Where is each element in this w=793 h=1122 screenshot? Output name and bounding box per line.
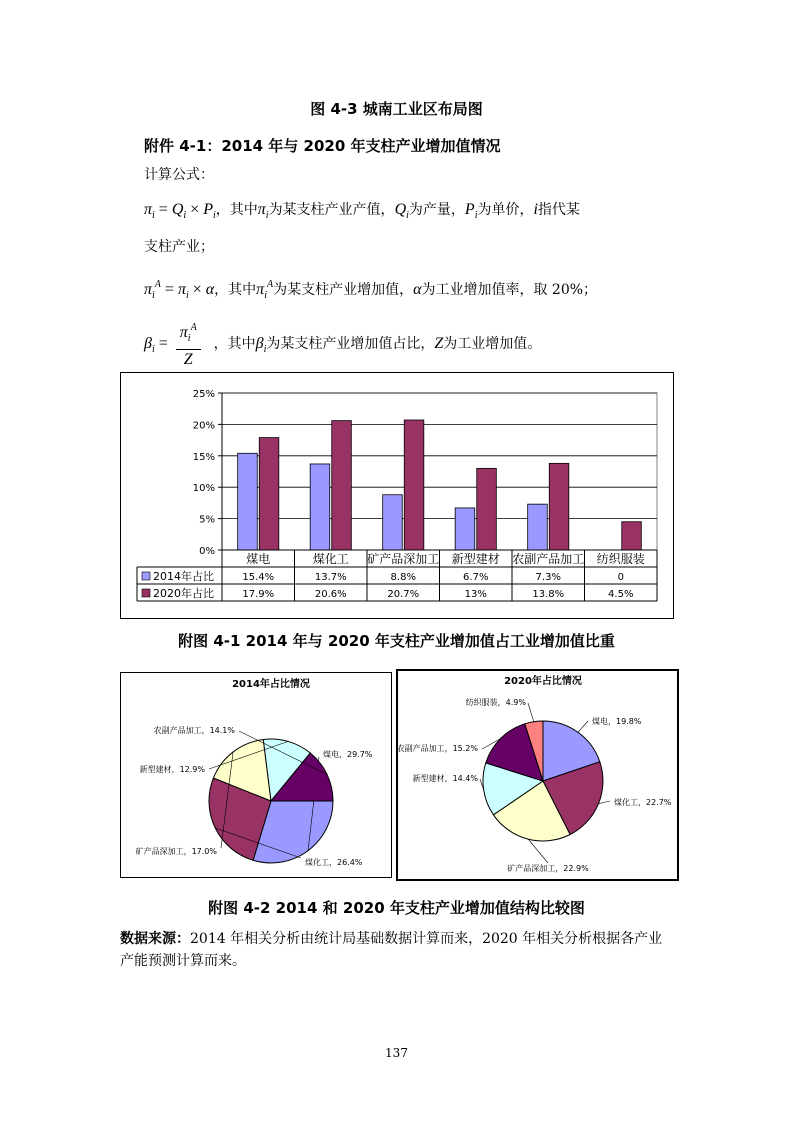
pie-chart-2014-frame xyxy=(120,672,392,878)
formula-intro: 计算公式： xyxy=(144,167,214,183)
bar-2014-3 xyxy=(455,508,475,550)
pie-title: 2020年占比情况 xyxy=(504,676,582,687)
pie-label: 新型建材，14.4% xyxy=(412,774,478,783)
category-label: 煤化工 xyxy=(312,552,349,566)
table-value: 13% xyxy=(464,589,487,600)
formula-1: $\pi_i = Q_i \times P_i$，其中$\pi_i$为某支柱产业产值，$Q_i$为产量，$P_i$为单价，i指代某 xyxy=(144,201,580,221)
legend-swatch-0 xyxy=(142,572,150,580)
legend-swatch-1 xyxy=(142,589,150,597)
caption-pie-charts: 附图 4-2 2014 和 2020 年支柱产业增加值结构比较图 xyxy=(208,899,585,917)
pie-label: 煤化工，26.4% xyxy=(305,858,363,867)
bar-2014-4 xyxy=(528,504,548,550)
bar-2020-3 xyxy=(477,468,497,550)
pie-chart-2020 xyxy=(398,671,677,879)
table-value: 0 xyxy=(617,572,624,583)
pie-label: 煤电，29.7% xyxy=(323,750,373,759)
pie-label: 煤化工，22.7% xyxy=(614,798,672,807)
bar-2014-1 xyxy=(310,464,330,550)
bar-2020-5 xyxy=(622,522,642,550)
y-tick-label: 10% xyxy=(192,483,215,495)
pie-label: 煤电，19.8% xyxy=(592,717,642,726)
figure-title: 图 4-3 城南工业区布局图 xyxy=(310,100,483,118)
y-tick-label: 15% xyxy=(192,451,215,463)
category-label: 煤电 xyxy=(246,552,271,566)
formula-1-line2: 支柱产业； xyxy=(144,239,214,255)
table-value: 20.6% xyxy=(314,589,347,600)
y-tick-label: 5% xyxy=(199,514,215,526)
table-value: 4.5% xyxy=(608,589,634,600)
leader-line xyxy=(528,703,534,722)
table-value: 15.4% xyxy=(242,572,275,583)
pie-title: 2014年占比情况 xyxy=(232,679,310,690)
data-source-text: 2014 年相关分析由统计局基础数据计算而来，2020 年相关分析根据各产业产能预测计算而来。 xyxy=(120,931,663,969)
bar-2014-0 xyxy=(238,453,258,550)
bar-2020-2 xyxy=(404,420,424,550)
plot-area xyxy=(222,393,657,550)
pie-label: 农副产品加工，15.2% xyxy=(398,744,478,753)
legend-label: 2014年占比 xyxy=(153,570,214,583)
formula-2: $\pi_i^A = \pi_i \times \alpha$，其中$\pi_i^A$为某支柱产业增加值，α为工业增加值率，取 20%； xyxy=(144,279,598,301)
legend-label: 2020年占比 xyxy=(153,587,214,600)
pie-label: 新型建材，12.9% xyxy=(139,765,205,774)
table-value: 6.7% xyxy=(463,572,489,583)
category-label: 新型建材 xyxy=(451,552,500,566)
bar-2014-2 xyxy=(383,495,403,550)
bar-2020-1 xyxy=(332,421,352,550)
y-tick-label: 20% xyxy=(192,420,215,432)
pie-label: 矿产品深加工，17.0% xyxy=(135,847,217,856)
pie-label: 农副产品加工，14.1% xyxy=(153,726,235,735)
page-number: 137 xyxy=(385,1046,408,1060)
pie-chart-2014 xyxy=(121,673,391,877)
leader-line xyxy=(528,839,548,863)
data-source xyxy=(120,928,675,972)
y-tick-label: 0% xyxy=(199,546,215,557)
bar-chart-frame xyxy=(120,372,674,619)
formula-3: $\beta_i$ = $\frac{\pi_i^A}{Z}$ ，其中$\beta_i$为某支柱产业增加值占比，Z为工业增加值。 xyxy=(144,318,664,370)
bar-2020-4 xyxy=(549,463,569,550)
y-tick-label: 25% xyxy=(192,389,215,400)
category-label: 矿产品深加工 xyxy=(367,552,440,566)
bar-chart xyxy=(121,373,673,618)
leader-line xyxy=(578,721,588,732)
pie-chart-2020-frame xyxy=(396,669,679,881)
table-value: 7.3% xyxy=(535,572,561,583)
table-value: 13.7% xyxy=(314,572,347,583)
pie-label: 纺织服装，4.9% xyxy=(465,698,526,707)
category-label: 农副产品加工 xyxy=(512,552,585,566)
data-source-label: 数据来源： xyxy=(120,931,190,947)
category-label: 纺织服装 xyxy=(596,552,645,566)
leader-line xyxy=(599,801,611,804)
pie-label: 矿产品深加工，22.9% xyxy=(507,864,589,873)
caption-bar-chart: 附图 4-1 2014 年与 2020 年支柱产业增加值占工业增加值比重 xyxy=(178,632,615,650)
table-value: 13.8% xyxy=(532,589,565,600)
table-value: 8.8% xyxy=(390,572,416,583)
bar-2020-0 xyxy=(259,438,279,550)
table-value: 17.9% xyxy=(242,589,275,600)
appendix-heading: 附件 4-1：2014 年与 2020 年支柱产业增加值情况 xyxy=(144,137,501,155)
table-value: 20.7% xyxy=(387,589,420,600)
